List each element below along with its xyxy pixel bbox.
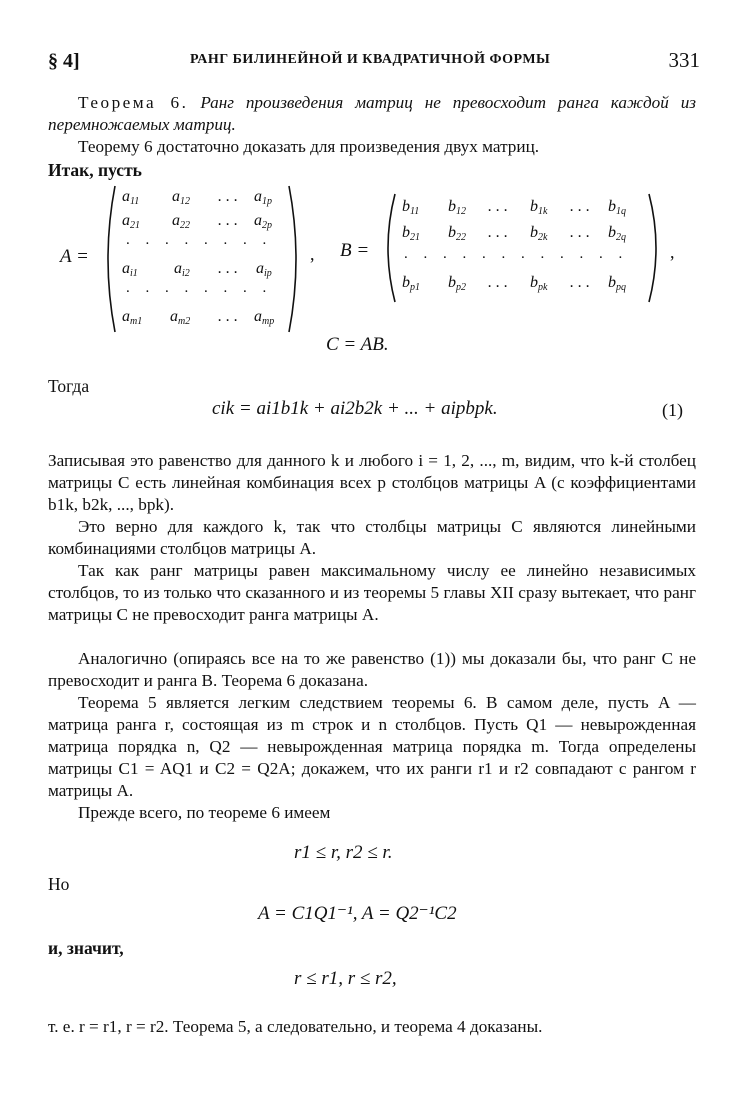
paragraph-1: Записывая это равенство для данного k и любого i = 1, 2, ..., m, видим, что k-й столбец матрицы C есть линейная комбинация всех p столбцов матрицы A (с коэффициентами b1k, b2k, ..., bpk). (48, 451, 696, 514)
section-marker: § 4] (48, 50, 80, 72)
equation-4: r ≤ r1, r ≤ r2, (294, 968, 397, 989)
matrix-b-cell: $b_{pk}$ (530, 274, 548, 293)
equation-c-ab: C = AB. (326, 334, 389, 355)
matrix-b-label: B = (340, 240, 370, 261)
matrix-a-cell: $a_{m1}$ (122, 308, 143, 327)
matrix-b-cell: $b_{22}$ (448, 224, 466, 243)
matrix-a-cell: . . . (218, 188, 238, 205)
matrix-a (60, 184, 320, 334)
matrix-a-cell: $a_{m2}$ (170, 308, 191, 327)
matrix-a-cell: . . . (218, 212, 238, 229)
matrix-a-dots: . . . . . . . . (126, 280, 273, 296)
matrix-a-cell: $a_{2p}$ (254, 212, 272, 231)
matrix-a-cell: . . . (218, 308, 238, 325)
equation-3: A = C1Q1⁻¹, A = Q2⁻¹C2 (258, 903, 457, 924)
matrix-b-dots: . . . . . . . . . . . . (404, 246, 629, 262)
equation-2: r1 ≤ r, r2 ≤ r. (294, 842, 393, 863)
matrix-b-cell: $b_{pq}$ (608, 274, 626, 293)
label-no: Но (48, 874, 70, 894)
matrix-a-cell: $a_{21}$ (122, 212, 140, 231)
matrix-b-cell: $b_{p1}$ (402, 274, 420, 293)
running-header (48, 42, 700, 74)
matrix-b-cell: $b_{2k}$ (530, 224, 548, 243)
matrix-b-cell: . . . (488, 274, 508, 291)
intro-line: Теорему 6 достаточно доказать для произведения двух матриц. (78, 137, 540, 156)
paragraph-2: Это верно для каждого k, так что столбцы матрицы C являются линейными комбинациями столбцов матрицы A. (48, 517, 696, 558)
matrix-b-cell: $b_{1q}$ (608, 198, 626, 217)
header-title: РАНГ БИЛИНЕЙНОЙ И КВАДРАТИЧНОЙ ФОРМЫ (190, 52, 551, 67)
intro-itak: Итак, пусть (48, 160, 142, 180)
matrix-b-cell: $b_{21}$ (402, 224, 420, 243)
matrix-a-left-paren (98, 184, 118, 334)
matrix-a-cell: $a_{1p}$ (254, 188, 272, 207)
matrix-b-cell: $b_{11}$ (402, 198, 420, 217)
matrix-a-comma: , (310, 244, 315, 264)
matrix-b-cell: . . . (488, 198, 508, 215)
matrix-a-cell: $a_{11}$ (122, 188, 140, 207)
theorem-6 (48, 92, 696, 136)
equation-1: cik = ai1b1k + ai2b2k + ... + aipbpk. (212, 398, 498, 419)
matrix-a-cell: $a_{ip}$ (256, 260, 272, 279)
matrix-b-cell: $b_{p2}$ (448, 274, 466, 293)
theorem-6-label: Теорема 6. (78, 93, 189, 112)
matrix-a-cell: . . . (218, 260, 238, 277)
matrix-a-cell: $a_{22}$ (172, 212, 190, 231)
matrix-b-left-paren (378, 192, 398, 304)
matrix-a-label: A = (60, 246, 89, 267)
matrix-b-cell: . . . (570, 198, 590, 215)
conclusion: т. е. r = r1, r = r2. Теорема 5, а следовательно, и теорема 4 доказаны. (48, 1017, 543, 1036)
matrix-b-cell: . . . (570, 274, 590, 291)
matrix-b-cell: . . . (570, 224, 590, 241)
matrix-b-cell: $b_{2q}$ (608, 224, 626, 243)
matrix-b-cell: $b_{1k}$ (530, 198, 548, 217)
matrix-a-dots: . . . . . . . . (126, 232, 273, 248)
equation-1-number: (1) (662, 400, 683, 420)
matrix-b-comma: , (670, 242, 675, 262)
matrix-a-cell: $a_{i2}$ (174, 260, 190, 279)
matrix-a-cell: $a_{12}$ (172, 188, 190, 207)
matrix-b-cell: $b_{12}$ (448, 198, 466, 217)
paragraph-5: Теорема 5 является легким следствием теоремы 6. В самом деле, пусть A — матрица ранга r, состоящая из m строк и n столбцов. Пусть Q1 — невырожденная матрица порядка n, Q2 — невырожденная матрица порядка m. Тогда определены матрицы C1 = AQ1 и C2 = Q2A; докажем, что их ранги r1 и r2 совпадают с рангом r матрицы A. (48, 693, 696, 800)
matrix-a-cell: $a_{mp}$ (254, 308, 275, 327)
theorem-6-statement: Ранг произведения матриц не превосходит ранга каждой из перемножаемых матриц. (48, 93, 697, 134)
paragraph-6: Прежде всего, по теореме 6 имеем (78, 803, 331, 822)
matrix-b (340, 192, 690, 304)
matrix-b-right-paren (646, 192, 666, 304)
matrix-a-right-paren (286, 184, 306, 334)
paragraph-3: Так как ранг матрицы равен максимальному числу ее линейно независимых столбцов, то из только что сказанного и из теоремы 5 главы XII сразу вытекает, что ранг матрицы C не превосходит ранга матрицы A. (48, 561, 696, 624)
label-togda: Тогда (48, 376, 90, 396)
matrix-b-cell: . . . (488, 224, 508, 241)
paragraph-4: Аналогично (опираясь все на то же равенство (1)) мы доказали бы, что ранг C не превосходит и ранга B. Теорема 6 доказана. (48, 649, 696, 690)
matrix-a-cell: $a_{i1}$ (122, 260, 138, 279)
label-i-znachit: и, значит, (48, 938, 124, 958)
page-number: 331 (668, 48, 700, 72)
